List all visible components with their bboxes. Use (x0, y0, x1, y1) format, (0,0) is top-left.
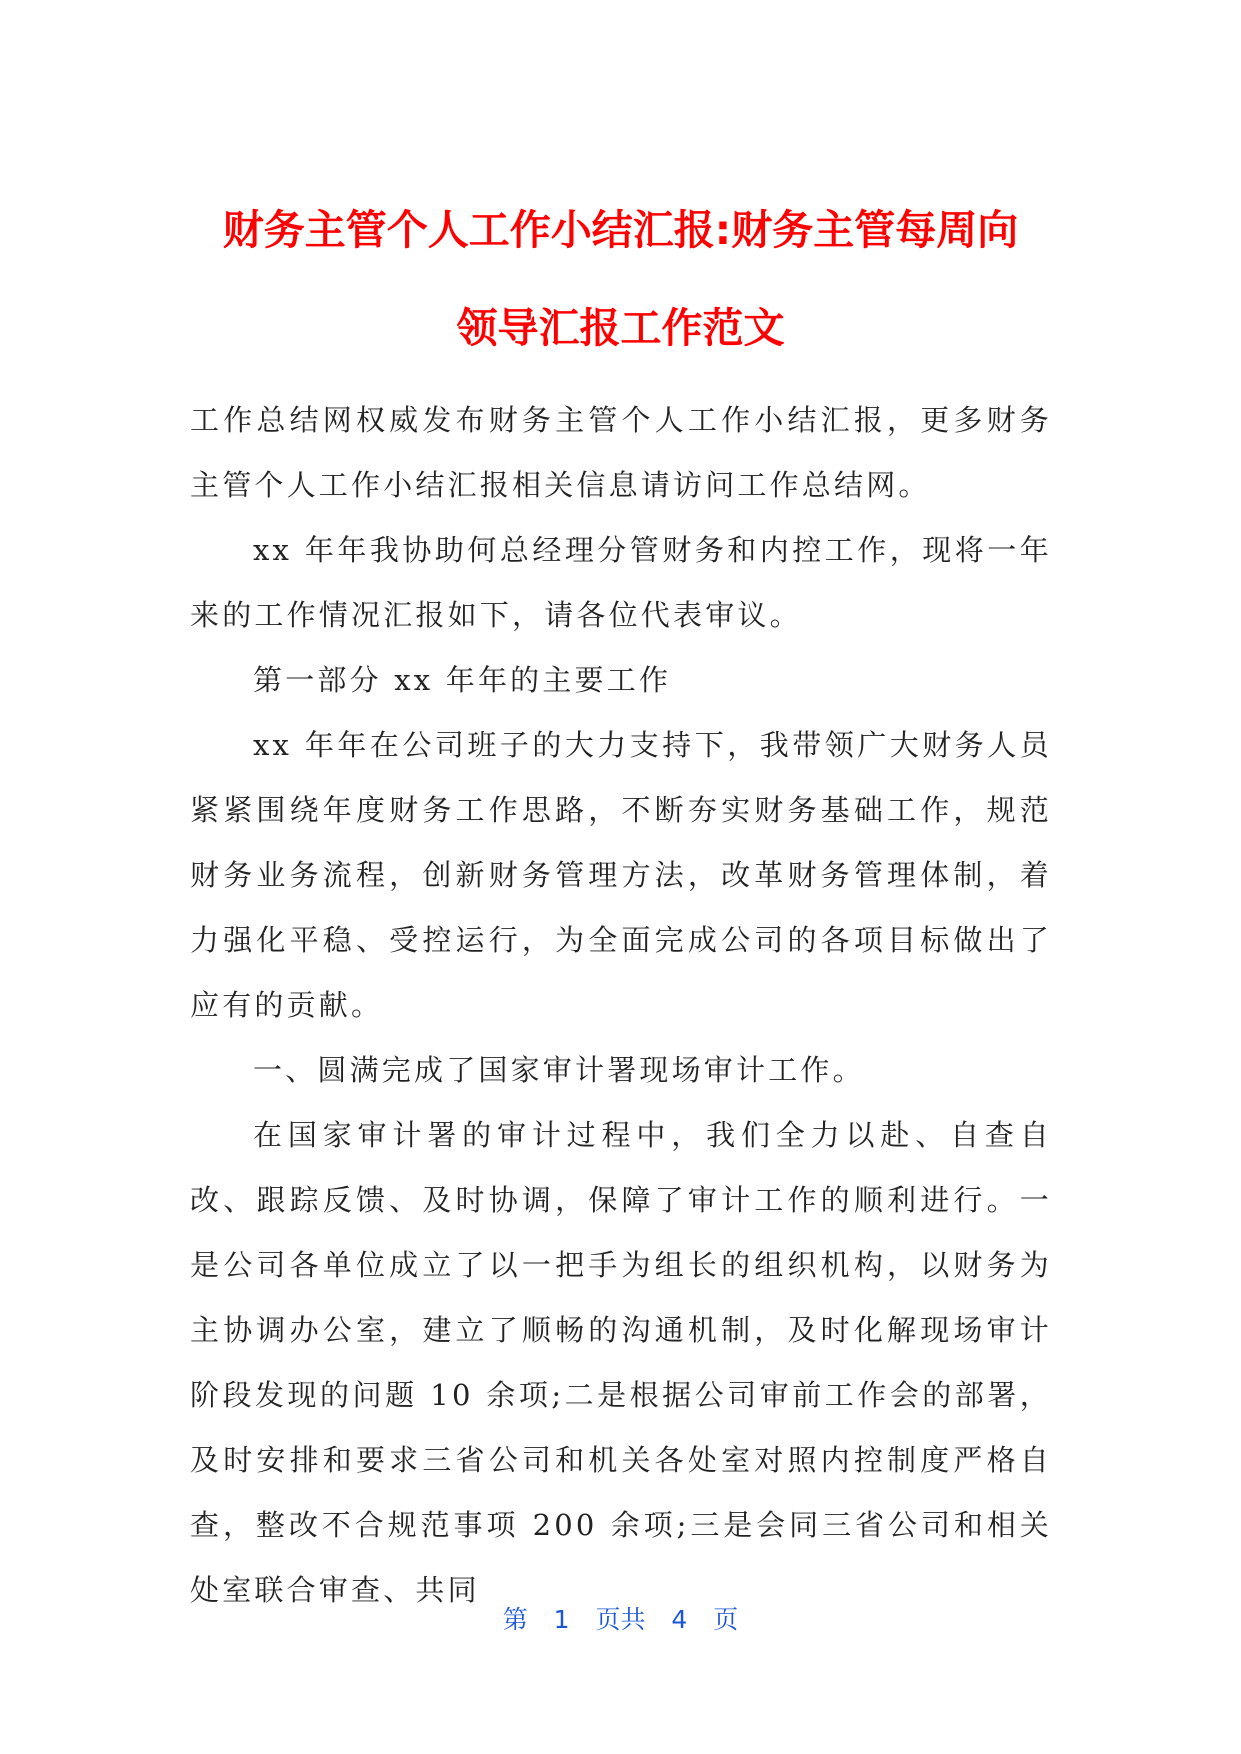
page-footer: 第 1 页共 4 页 (502, 1605, 739, 1634)
paragraph-summary: xx 年年在公司班子的大力支持下，我带领广大财务人员紧紧围绕年度财务工作思路，不断夯实财务基础工作，规范财务业务流程，创新财务管理方法，改革财务管理体制，着力强化平稳、受控运行，为全面完成公司的各项目标做出了应有的贡献。 (190, 728, 1052, 1022)
paragraph-audit: 在国家审计署的审计过程中，我们全力以赴、自查自改、跟踪反馈、及时协调，保障了审计工作的顺利进行。一是公司各单位成立了以一把手为组长的组织机构，以财务为主协调办公室，建立了顺畅的沟通机制，及时化解现场审计阶段发现的问题 10 余项;二是根据公司审前工作会的部署，及时安排和要求三省公司和机关各处室对照内控制度严格自查，整改不合规范事项 200 余项;三是会同三省公司和相关处室联合审查、共同 (190, 1118, 1052, 1607)
document-title-line-2: 领导汇报工作范文 (456, 304, 785, 352)
section-heading: 第一部分 xx 年年的主要工作 (253, 663, 672, 697)
paragraph-intro: 工作总结网权威发布财务主管个人工作小结汇报，更多财务主管个人工作小结汇报相关信息请访问工作总结网。 (190, 403, 1052, 502)
document-body (190, 388, 1052, 1623)
paragraph-opening: xx 年年我协助何总经理分管财务和内控工作，现将一年来的工作情况汇报如下，请各位代表审议。 (190, 533, 1052, 632)
document-title-line-1: 财务主管个人工作小结汇报:财务主管每周向 (222, 206, 1019, 254)
subsection-heading: 一、圆满完成了国家审计署现场审计工作。 (253, 1053, 865, 1087)
